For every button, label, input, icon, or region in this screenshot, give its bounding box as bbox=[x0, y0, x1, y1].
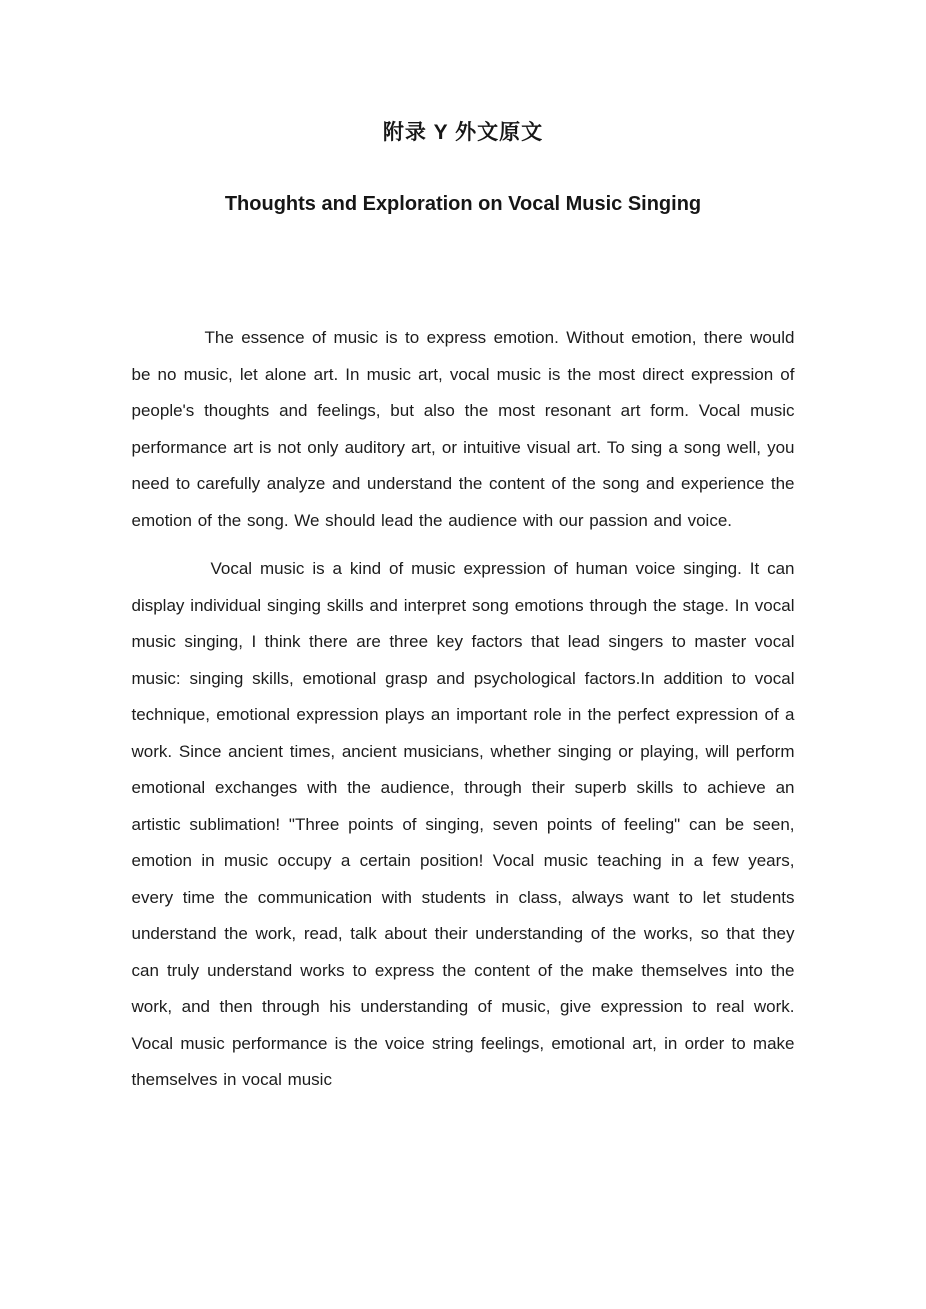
appendix-heading: 附录 Y 外文原文 bbox=[382, 121, 544, 144]
paragraph-1: The essence of music is to express emotion. Without emotion, there would be no music, let alone art. In music art, vocal music is the most direct expression of people's thoughts and feelings, but also the most resonant art form. Vocal music performance art is not only auditory art, or intuitive visual art. To sing a song well, you need to carefully analyze and understand the content of the song and experience the emotion of the song. We should lead the audience with our passion and voice. bbox=[131, 328, 795, 530]
article-title: Thoughts and Exploration on Vocal Music Singing bbox=[224, 193, 702, 215]
paragraph-2: Vocal music is a kind of music expression of human voice singing. It can display individual singing skills and interpret song emotions through the stage. In vocal music singing, I think there are three key factors that lead singers to master vocal music: singing skills, emotional grasp and psychological factors.In addition to vocal technique, emotional expression plays an important role in the perfect expression of a work. Since ancient times, ancient musicians, whether singing or playing, will perform emotional exchanges with the audience, through their superb skills to achieve an artistic sublimation! "Three points of singing, seven points of feeling" can be seen, emotion in music occupy a certain position! Vocal music teaching in a few years, every time the communication with students in class, always want to let students understand the work, read, talk about their understanding of the works, so that they can truly understand works to express the content of the make themselves into the work, and then through his understanding of music, give expression to real work. Vocal music performance is the voice string feelings, emotional art, in order to make themselves in vocal music bbox=[131, 559, 795, 1089]
article-body bbox=[132, 320, 795, 1099]
